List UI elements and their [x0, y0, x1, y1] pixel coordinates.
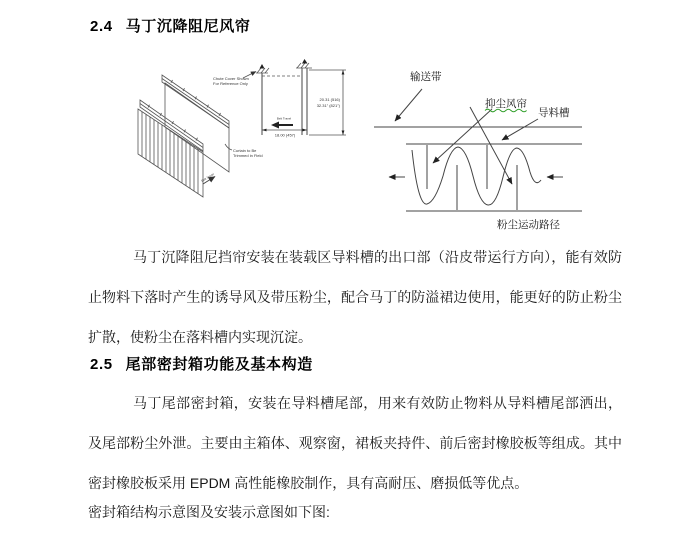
elevation-belt-travel-label: Belt Travel [276, 116, 292, 121]
guide-chute-label: 导料槽 [538, 107, 570, 119]
figure-dust-path-schematic [366, 60, 596, 235]
curtain-trim-label-line2: Trimmed in Field [233, 153, 263, 158]
curtain-trim-label [225, 144, 263, 158]
heading-2-4-number: 2.4 [90, 18, 113, 35]
height-dim-line2: 32.31" (821") [316, 103, 340, 108]
closing-line: 密封箱结构示意图及安装示意图如下图: [88, 504, 330, 520]
paragraph-damping-curtain: 马丁沉降阻尼挡帘安装在装载区导料槽的出口部（沿皮带运行方向），能有效防止物料下落时产生的诱导风及带压粉尘，配合马丁的防溢裙边使用，能更好的防止粉尘扩散，使粉尘在落料槽内实现沉淀。 [88, 249, 622, 345]
elevation-view [213, 59, 346, 138]
heading-2-5-number: 2.5 [90, 356, 113, 373]
height-dimension [309, 70, 346, 135]
chute-cover-label-line2: For Reference Only [213, 81, 248, 86]
heading-2-5-title: 尾部密封箱功能及基本构造 [125, 356, 313, 373]
width-dim-label: 18.00 (457) [274, 132, 296, 138]
height-dim-line1: 20.31 (516) [319, 97, 340, 102]
curtain-trim-label-line1: Curtain to Be [233, 148, 257, 153]
iso-front-rail-and-strip-curtain [138, 100, 203, 197]
dust-curtain-label: 抑尘风帘 [485, 98, 527, 110]
schematic-structure-lines [374, 127, 582, 211]
heading-2-4-title: 马丁沉降阻尼风帘 [125, 18, 251, 35]
heading-2-5 [90, 353, 313, 374]
conveyor-belt-label: 输送带 [410, 71, 442, 83]
figure-dust-curtain-drawing [133, 57, 351, 243]
iso-belt-travel-label: Belt Travel [200, 172, 215, 183]
curtain-strip-lines [427, 145, 517, 210]
heading-2-4 [90, 15, 250, 36]
paragraph-tail-seal-box: 马丁尾部密封箱，安装在导料槽尾部，用来有效防止物料从导料槽尾部洒出，及尾部粉尘外泄。主要由主箱体、观察窗，裙板夹持件、前后密封橡胶板等组成。其中密封橡胶板采用 EPDM 高性能橡胶制作，具有高耐压、磨损低等优点。 [88, 395, 622, 491]
elevation-belt-travel-arrow [271, 117, 293, 129]
chute-cover-label-line1: Chute Cover Shown [213, 76, 249, 81]
chute-cover-label [213, 72, 256, 87]
dust-wave-path [412, 147, 541, 205]
width-dimension [262, 129, 307, 138]
dust-path-label: 粉尘运动路径 [497, 219, 560, 231]
